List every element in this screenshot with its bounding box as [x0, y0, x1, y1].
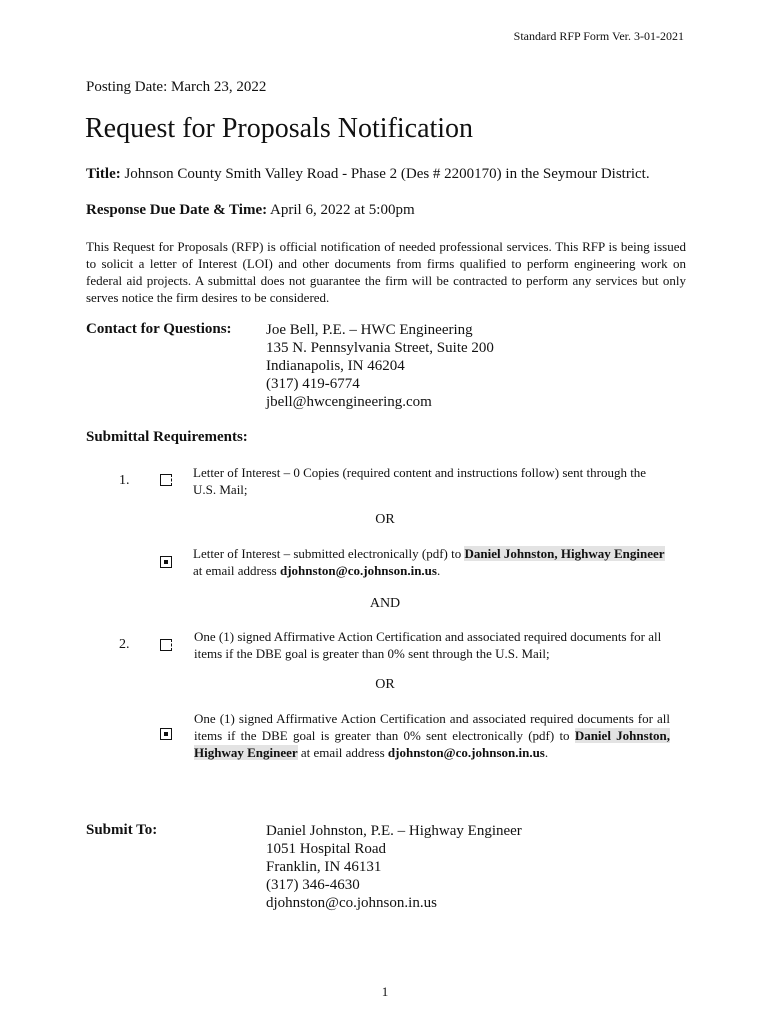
- submittal-label: Submittal Requirements:: [86, 429, 248, 445]
- item1-mail-checkbox[interactable]: [160, 474, 172, 486]
- item-number: 1.: [119, 473, 130, 488]
- contact-name: Joe Bell, P.E. – HWC Engineering: [266, 322, 473, 338]
- contact-city: Indianapolis, IN 46204: [266, 358, 405, 374]
- intro-paragraph: This Request for Proposals (RFP) is official notification of needed professional services. This RFP is being issued to solicit a letter of Interest (LOI) and other documents from firms qualified to perform engineering work on federal aid projects. A submittal does not guarantee the firm will be contracted to perform any services but only serves notice the firm desires to be considered.: [86, 239, 686, 305]
- option-text: One (1) signed Affirmative Action Certification and associated required documents for all items if the DBE goal is greater than 0% sent electronically (pdf) to: [194, 711, 670, 743]
- item-number: 2.: [119, 637, 130, 652]
- item2-mail-checkbox[interactable]: [160, 639, 172, 651]
- submit-to-street: 1051 Hospital Road: [266, 841, 386, 857]
- item2-mail-option: One (1) signed Affirmative Action Certification and associated required documents for all items if the DBE goal is greater than 0% sent through the U.S. Mail;: [194, 629, 662, 661]
- item1-mail-option: Letter of Interest – 0 Copies (required content and instructions follow) sent through the U.S. Mail;: [193, 465, 647, 497]
- due-date-label: Response Due Date & Time:: [86, 202, 268, 218]
- page-number: 1: [381, 984, 389, 999]
- contact-label: Contact for Questions:: [86, 321, 232, 337]
- project-title-value: Johnson County Smith Valley Road - Phase 2 (Des # 2200170) in the Seymour District.: [124, 166, 650, 182]
- submit-to-block: [266, 822, 522, 912]
- submit-to-email[interactable]: djohnston@co.johnson.in.us: [266, 895, 437, 911]
- or-separator: OR: [375, 677, 395, 692]
- option-text: .: [544, 745, 549, 760]
- option-text: .: [436, 563, 441, 578]
- item1-electronic-option: [193, 545, 669, 579]
- and-separator: AND: [369, 596, 401, 611]
- contact-phone: (317) 419-6774: [266, 376, 360, 392]
- form-version: Standard RFP Form Ver. 3-01-2021: [513, 29, 684, 43]
- due-date-line: [86, 202, 415, 219]
- project-title-label: Title:: [86, 166, 121, 182]
- submit-to-phone: (317) 346-4630: [266, 877, 360, 893]
- item1-electronic-checkbox[interactable]: [160, 556, 172, 568]
- recipient-name: Daniel Johnston, Highway Engineer: [464, 546, 665, 561]
- recipient-name: Daniel Johnston, Highway Engineer: [194, 728, 670, 760]
- due-date-value: April 6, 2022 at 5:00pm: [270, 202, 415, 218]
- submit-to-city: Franklin, IN 46131: [266, 859, 382, 875]
- option-text: Letter of Interest – submitted electronically (pdf) to: [193, 546, 465, 561]
- page-title: Request for Proposals Notification: [85, 113, 474, 144]
- submit-to-label: Submit To:: [86, 822, 158, 838]
- contact-street: 135 N. Pennsylvania Street, Suite 200: [266, 340, 494, 356]
- contact-block: [266, 321, 494, 411]
- posting-date: Posting Date: March 23, 2022: [86, 79, 267, 95]
- project-title-line: [86, 166, 650, 183]
- option-text: at email address: [297, 745, 388, 760]
- or-separator: OR: [375, 512, 395, 527]
- recipient-email[interactable]: djohnston@co.johnson.in.us: [280, 563, 437, 578]
- item2-electronic-option: [194, 710, 670, 761]
- item2-electronic-checkbox[interactable]: [160, 728, 172, 740]
- recipient-email[interactable]: djohnston@co.johnson.in.us: [387, 745, 545, 760]
- contact-email[interactable]: jbell@hwcengineering.com: [266, 394, 432, 410]
- option-text: at email address: [193, 563, 280, 578]
- submit-to-name: Daniel Johnston, P.E. – Highway Engineer: [266, 823, 522, 839]
